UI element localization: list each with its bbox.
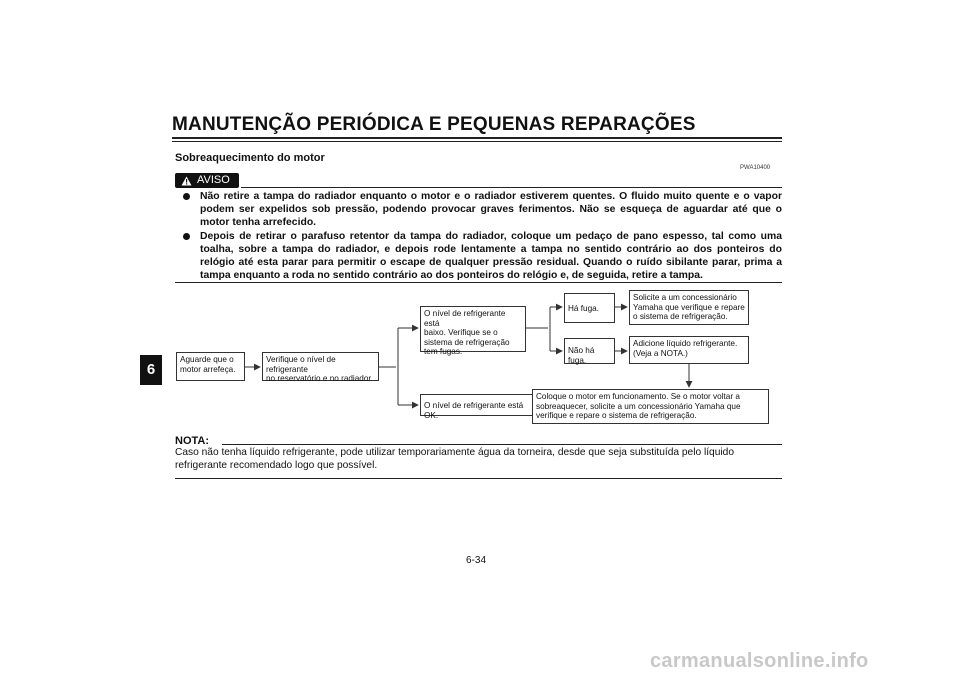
- flow-text: Coloque o motor em funcionamento. Se o motor voltar a: [536, 392, 740, 401]
- flow-box-run-engine: [532, 389, 769, 424]
- flow-text: Verifique o nível de refrigerante: [266, 355, 336, 374]
- flow-box-leak-action: [629, 290, 749, 325]
- flow-text: Aguarde que o: [180, 355, 234, 364]
- flow-text: sobreaquecer, solicite a um concessionário Yamaha que: [536, 401, 741, 411]
- flow-text: Adicione líquido refrigerante.: [633, 339, 738, 348]
- flow-box-low: [420, 306, 526, 357]
- flow-text: tem fugas.: [424, 347, 463, 357]
- flow-box-leak: [564, 293, 615, 323]
- flow-text: baixo. Verifique se o: [424, 328, 498, 338]
- flow-text: Solicite a um concessionário: [633, 293, 737, 302]
- flow-text: no reservatório e no radiador.: [266, 374, 373, 384]
- flow-text: Há fuga.: [568, 304, 599, 313]
- flow-text: O nível de refrigerante está: [424, 309, 506, 328]
- page-title: MANUTENÇÃO PERIÓDICA E PEQUENAS REPARAÇÕES: [172, 114, 696, 135]
- note-label: NOTA:: [175, 435, 210, 447]
- flow-box-ok: [420, 394, 538, 420]
- flow-text: motor arrefeça.: [180, 364, 236, 374]
- flow-text: verifique e repare o sistema de refrigeração.: [536, 411, 697, 421]
- warning-item-text: Depois de retirar o parafuso retentor da tampa do radiador, coloque um pedaço de pano espesso, tal como uma toalha, sobre a tampa do radiador, e depois rode lentamente a tampa no sentido contrário ao dos ponteiros do relógio até esta parar para permitir o escape de qualquer pressão residual. Quando o ruído sibilante parar, prima a tampa enquanto a roda no sentido contrário ao dos ponteiros do relógio e, de seguida, retire a tampa.: [200, 230, 782, 282]
- note-text: Caso não tenha líquido refrigerante, pode utilizar temporariamente água da torneira, desde que seja substituída pelo líquido refrigerante recomendado logo que possível.: [175, 447, 734, 471]
- section-heading: Sobreaquecimento do motor: [175, 152, 325, 164]
- warning-item-text: Não retire a tampa do radiador enquanto o motor e o radiador estiverem quentes. O fluido muito quente e o vapor podem ser expelidos sob pressão, podendo provocar graves ferimentos. Não se esqueça de aguardar até que o motor tenha arrefecido.: [200, 191, 782, 229]
- flow-box-wait: [176, 352, 245, 381]
- note-rule: [222, 444, 782, 445]
- flow-text: Yamaha que verifique e repare: [633, 302, 745, 312]
- flow-box-no-leak-action: [629, 336, 749, 364]
- flow-text: O nível de refrigerante está OK.: [424, 401, 524, 420]
- flow-text: o sistema de refrigeração.: [633, 312, 728, 322]
- chapter-tab: 6: [140, 355, 162, 385]
- warning-label: AVISO: [197, 174, 230, 186]
- warning-code: PWA10400: [740, 165, 771, 171]
- flow-text: sistema de refrigeração: [424, 337, 510, 347]
- note-end-rule: [175, 478, 782, 479]
- flow-box-no-leak: [564, 338, 615, 364]
- watermark-text: carmanualsonline.info: [650, 650, 869, 672]
- page-number: 6-34: [466, 555, 487, 566]
- flow-box-check: [262, 352, 379, 384]
- flow-text: Não há fuga.: [568, 346, 595, 365]
- flow-text: (Veja a NOTA.): [633, 348, 688, 358]
